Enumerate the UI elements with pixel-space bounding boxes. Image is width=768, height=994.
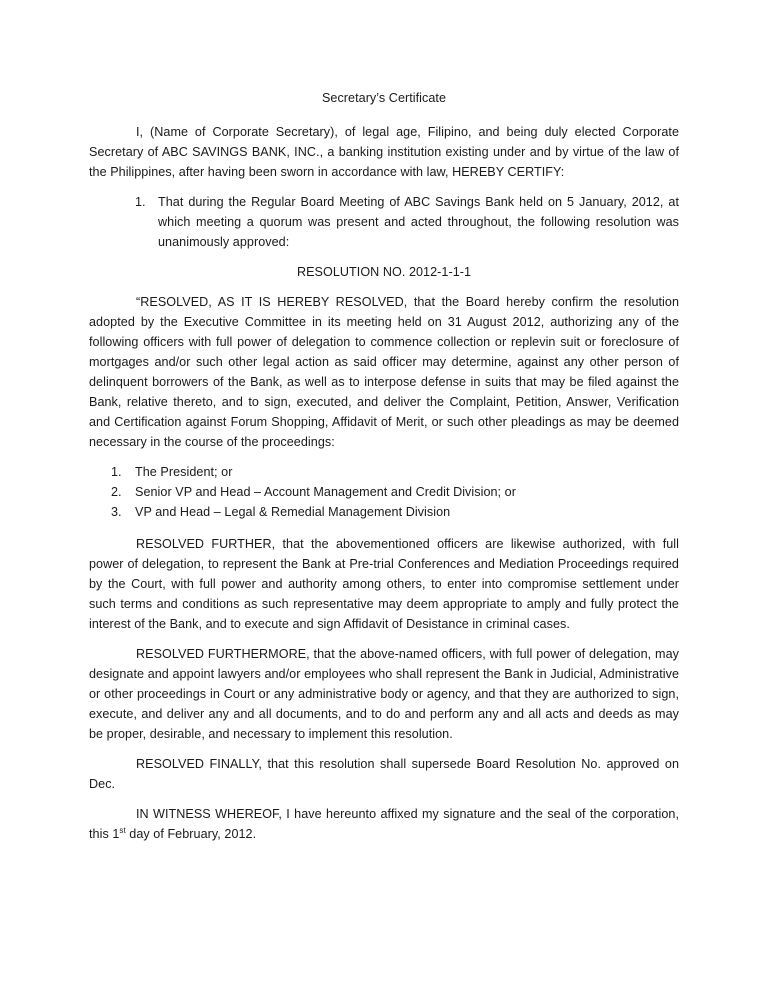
intro-paragraph: I, (Name of Corporate Secretary), of legal age, Filipino, and being duly elected Corporate Secretary of ABC SAVINGS BANK, INC., a banking institution existing under and by virtue of the law of the Philippines, after having been sworn in accordance with law, HEREBY CERTIFY: — [89, 125, 679, 179]
officers-list — [111, 462, 679, 522]
officer-list-item — [111, 502, 679, 522]
resolved-finally-paragraph: RESOLVED FINALLY, that this resolution shall supersede Board Resolution No. approved on Dec. — [89, 757, 679, 791]
officer-text: The President; or — [135, 465, 233, 479]
resolved-further-paragraph: RESOLVED FURTHER, that the abovementioned officers are likewise authorized, with full power of delegation, to represent the Bank at Pre-trial Conferences and Mediation Proceedings required by the Court, with full power and authority among others, to enter into compromise settlement under such terms and conditions as such representative may deem appropriate to amply and fully protect the interest of the Bank, and to execute and sign Affidavit of Desistance in criminal cases. — [89, 537, 679, 631]
officer-number: 1. — [111, 465, 122, 479]
item-text: That during the Regular Board Meeting of ABC Savings Bank held on 5 January, 2012, at which meeting a quorum was present and acted throughout, the following resolution was unanimously approved: — [158, 195, 679, 249]
officer-number: 3. — [111, 505, 122, 519]
officer-number: 2. — [111, 485, 122, 499]
resolved-paragraph: “RESOLVED, AS IT IS HEREBY RESOLVED, that the Board hereby confirm the resolution adopted by the Executive Committee in its meeting held on 31 August 2012, authorizing any of the following officers with full power of delegation to commence collection or replevin suit or foreclosure of mortgages and/or such other legal action as said officer may determine, against any other person of delinquent borrowers of the Bank, as well as to interpose defense in suits that may be filed against the Bank, relative thereto, and to sign, executed, and deliver the Complaint, Petition, Answer, Verification and Certification against Forum Shopping, Affidavit of Merit, or such other pleadings as may be deemed necessary in the course of the proceedings: — [89, 295, 679, 449]
witness-text: IN WITNESS WHEREOF, I have hereunto affixed my signature and the seal of the corporation, this 1 — [89, 807, 679, 841]
witness-paragraph — [89, 804, 679, 844]
resolved-furthermore-paragraph: RESOLVED FURTHERMORE, that the above-named officers, with full power of delegation, may designate and appoint lawyers and/or employees who shall represent the Bank in Judicial, Administrative or other proceedings in Court or any administrative body or agency, and that they are authorized to sign, execute, and deliver any and all documents, and to do and perform any and all acts and deeds as may be proper, desirable, and necessary to implement this resolution. — [89, 647, 679, 741]
ordinal-suffix: st — [119, 825, 126, 835]
witness-date-text: day of February, 2012. — [125, 827, 257, 841]
item-number: 1. — [135, 195, 146, 209]
officer-text: VP and Head – Legal & Remedial Management Division — [135, 505, 451, 519]
secretary-certificate-document — [89, 86, 679, 854]
numbered-item-1 — [135, 192, 679, 252]
resolution-number: RESOLUTION NO. 2012-1-1-1 — [296, 265, 472, 279]
officer-list-item — [111, 482, 679, 502]
officer-text: Senior VP and Head – Account Management and Credit Division; or — [135, 485, 516, 499]
document-title: Secretary’s Certificate — [321, 91, 447, 105]
officer-list-item — [111, 462, 679, 482]
